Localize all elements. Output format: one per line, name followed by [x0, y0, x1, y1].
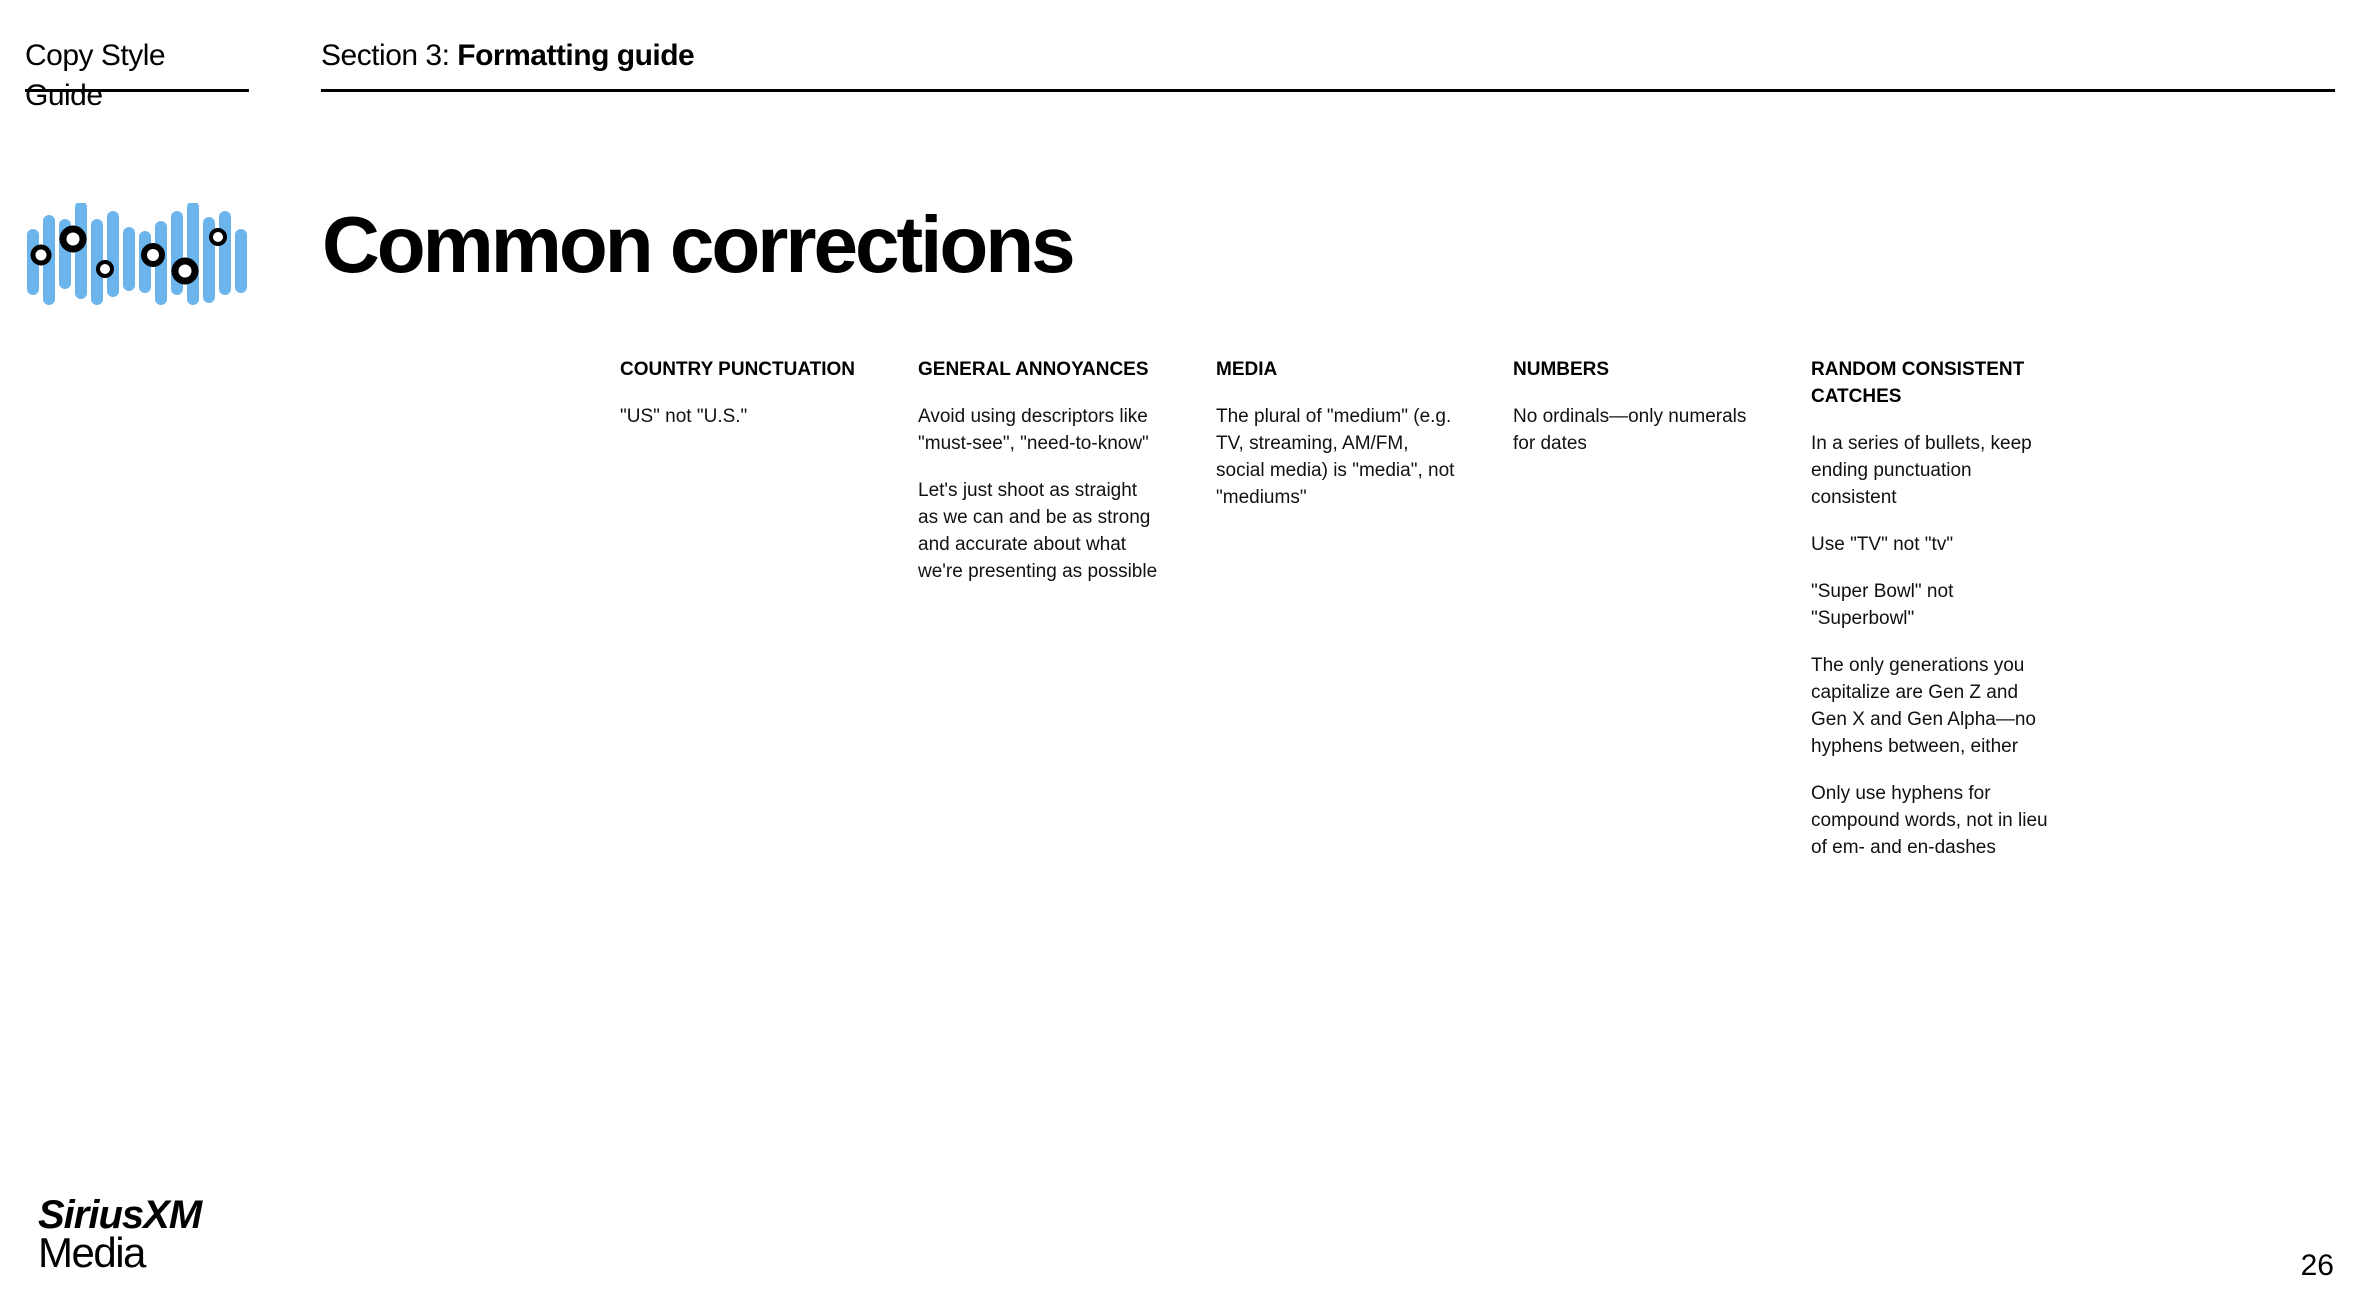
column-country-punctuation — [620, 356, 860, 450]
siriusxm-media-logo — [38, 1193, 248, 1276]
waveform-dot — [33, 247, 49, 263]
waveform-dot — [63, 229, 83, 249]
column-item: "US" not "U.S." — [620, 406, 748, 427]
column-item: Avoid using descriptors like "must-see", "need-to-know" — [918, 406, 1149, 454]
column-heading: RANDOM CONSISTENT CATCHES — [1811, 359, 2025, 407]
column-general-annoyances — [918, 356, 1158, 605]
column-item: The plural of "medium" (e.g. TV, streaming, AM/FM, social media) is "media", not "mediums" — [1216, 406, 1455, 508]
section-header — [321, 36, 2335, 92]
section-title: Formatting guide — [457, 39, 695, 72]
column-media — [1216, 356, 1456, 531]
section-prefix: Section 3: — [321, 39, 458, 72]
column-item: Use "TV" not "tv" — [1811, 534, 1954, 555]
page-number: 26 — [2300, 1249, 2334, 1282]
column-random-consistent-catches — [1811, 356, 2051, 881]
column-item: No ordinals—only numerals for dates — [1513, 406, 1747, 454]
column-heading: COUNTRY PUNCTUATION — [620, 359, 856, 380]
waveform-dot — [144, 246, 162, 264]
doc-title: Copy Style Guide — [25, 36, 249, 92]
column-item: In a series of bullets, keep ending punctuation consistent — [1811, 433, 2032, 508]
column-heading: NUMBERS — [1513, 359, 1610, 380]
column-item: Only use hyphens for compound words, not in lieu of em- and en-dashes — [1811, 783, 2048, 858]
waveform-icon — [25, 203, 250, 305]
column-heading: MEDIA — [1216, 359, 1278, 380]
logo-wordmark: SiriusXM — [38, 1193, 202, 1237]
logo-subtitle: Media — [38, 1229, 145, 1276]
column-item: "Super Bowl" not "Superbowl" — [1811, 581, 1954, 629]
column-item: The only generations you capitalize are Gen Z and Gen X and Gen Alpha—no hyphens between, either — [1811, 655, 2036, 757]
waveform-dot — [175, 261, 195, 281]
column-item: Let's just shoot as straight as we can and be as strong and accurate about what we're presenting as possible — [918, 480, 1158, 582]
column-numbers — [1513, 356, 1753, 477]
column-heading: GENERAL ANNOYANCES — [918, 359, 1149, 380]
waveform-dot — [98, 262, 112, 276]
page-title: Common corrections — [322, 200, 1073, 289]
waveform-dot — [211, 230, 225, 244]
